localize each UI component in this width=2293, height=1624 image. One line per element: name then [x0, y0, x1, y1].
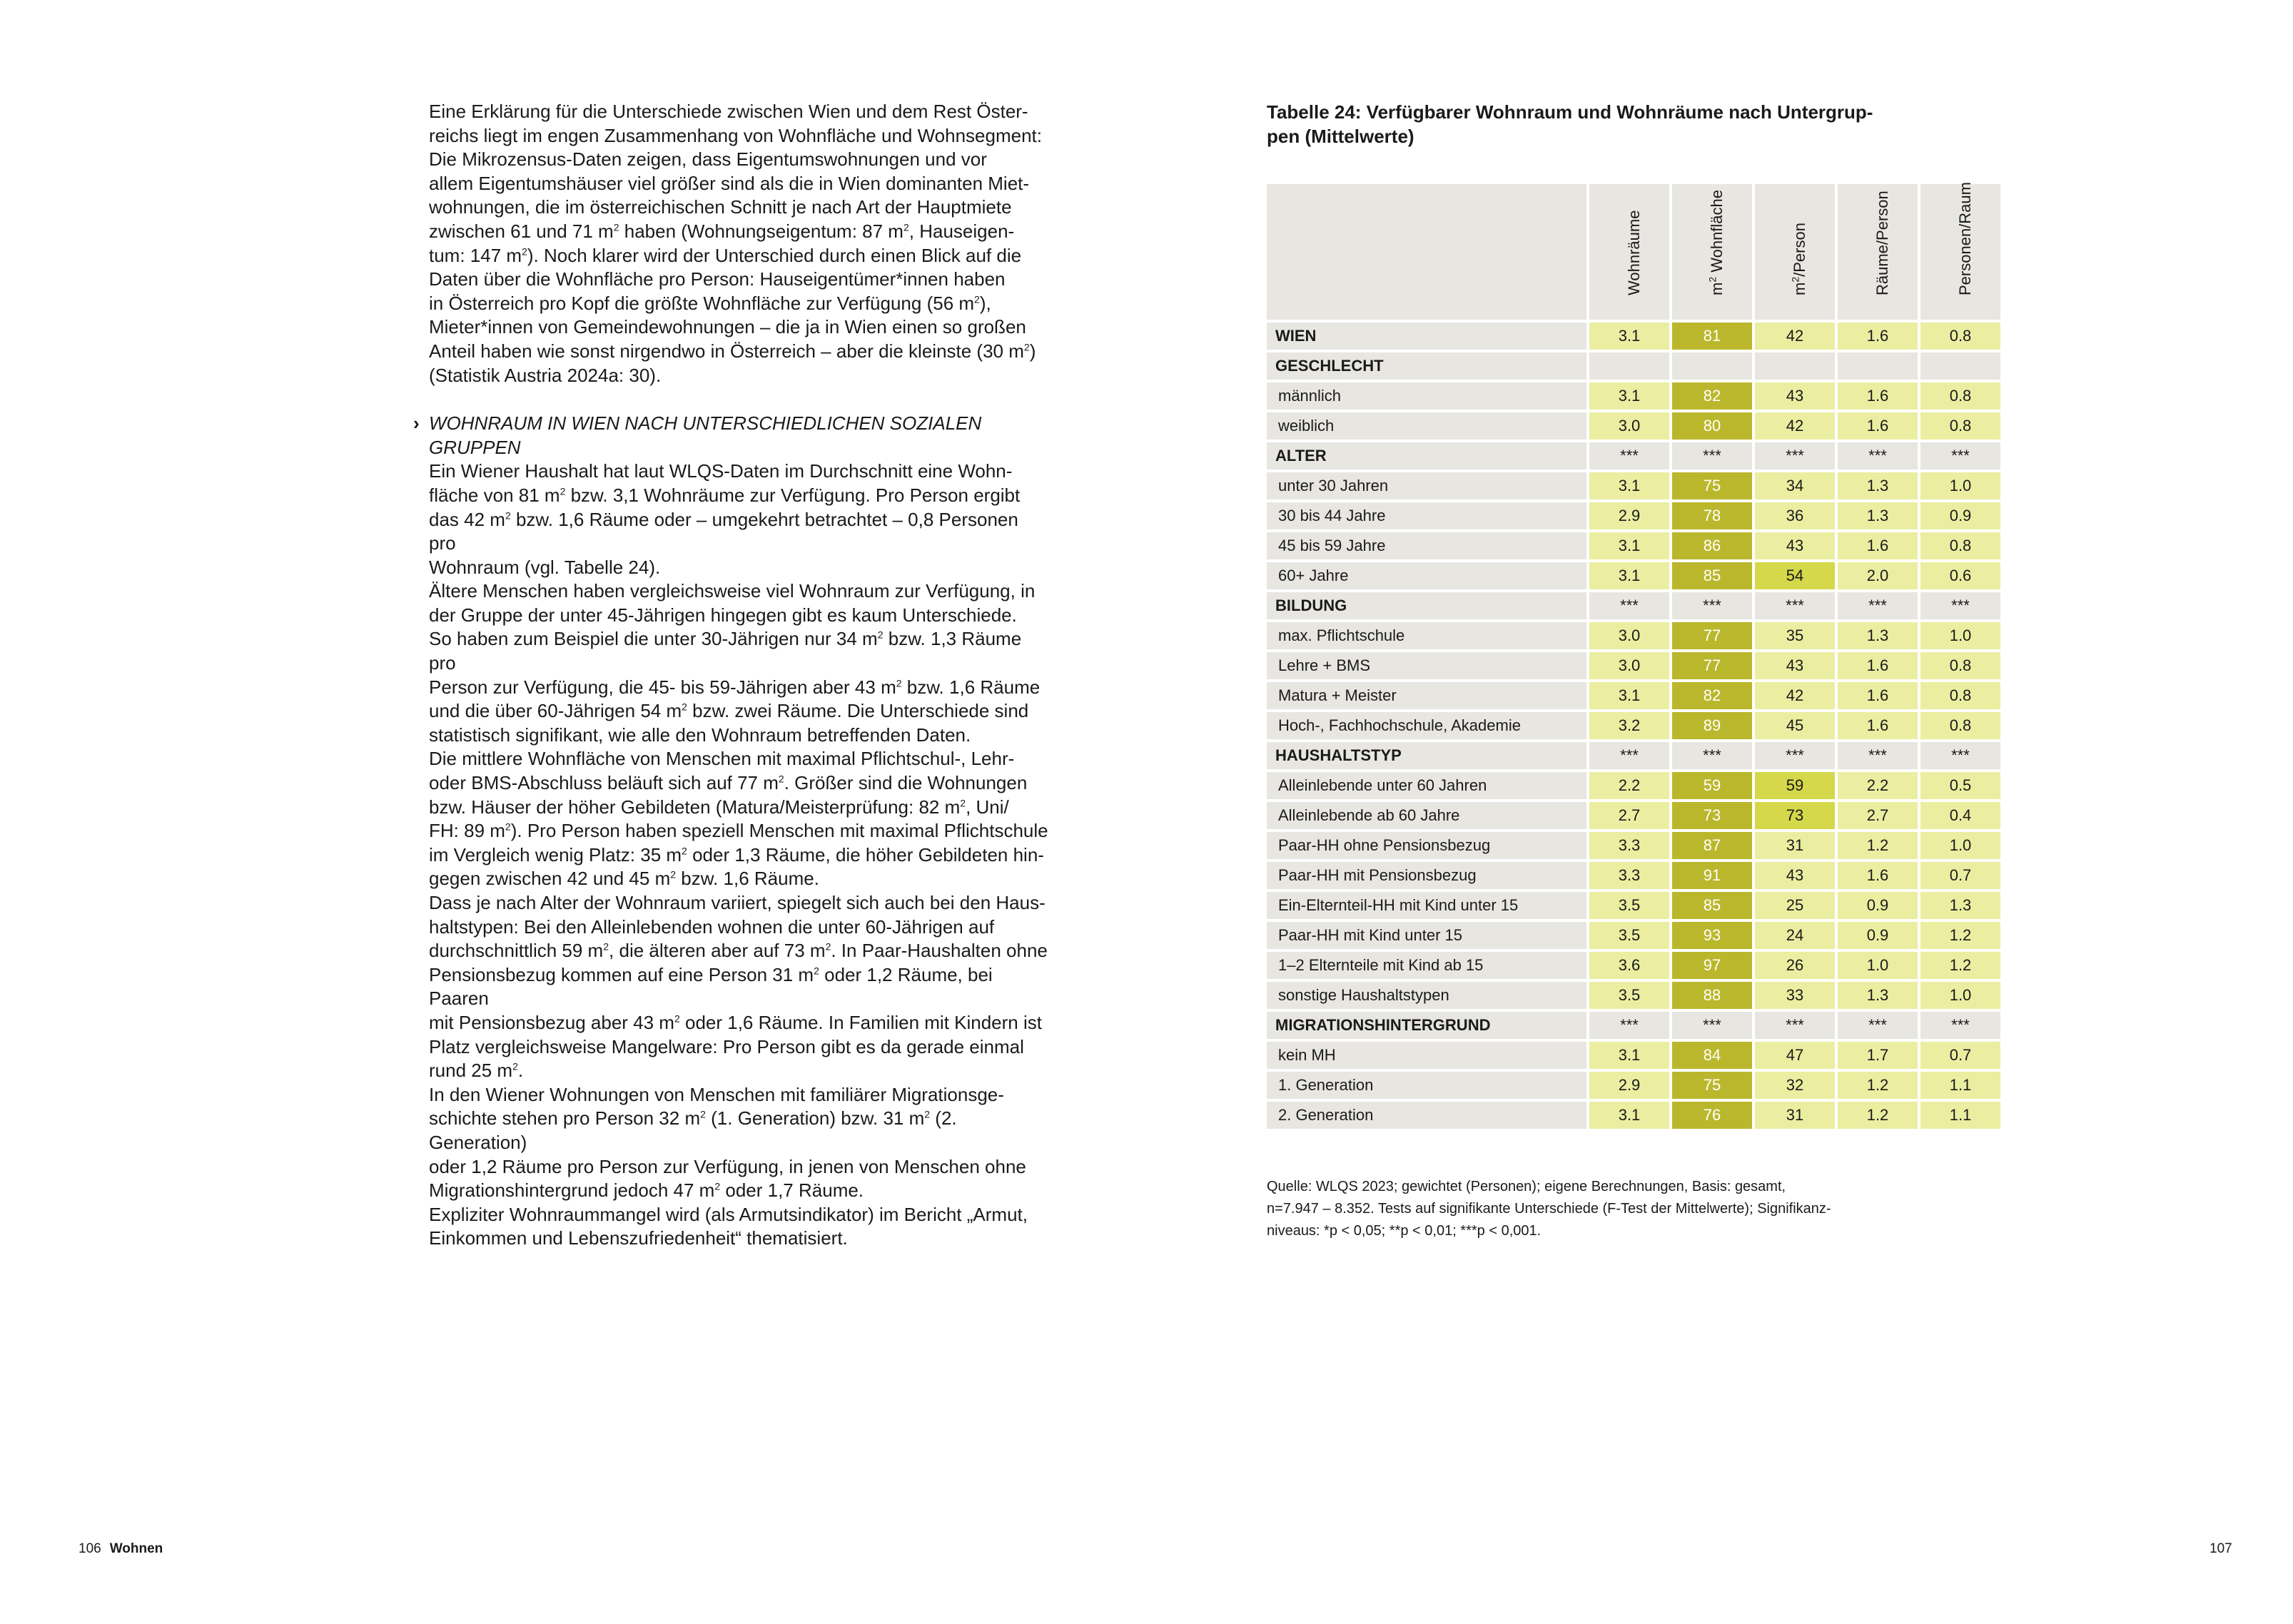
table-cell: 0.7: [1920, 1042, 2000, 1069]
table-cell: 89: [1672, 712, 1752, 739]
text-line: schichte stehen pro Person 32 $m^2$ (1. Generation) bzw. 31 $m^2$ (2. Generation): [429, 1107, 957, 1153]
text-line: Migrationshintergrund jedoch 47 $m^2$ oder 1,7 Räume.: [429, 1179, 864, 1202]
row-label: sonstige Haushaltstypen: [1267, 982, 1586, 1009]
table-cell: 0.9: [1920, 502, 2000, 529]
table-cell: 3.1: [1589, 1102, 1669, 1129]
row-label: 60+ Jahre: [1267, 562, 1586, 589]
table-cell: 0.4: [1920, 802, 2000, 829]
text-line: Wohnraum (vgl. Tabelle 24).: [429, 556, 661, 578]
table-cell: ***: [1589, 592, 1669, 619]
table-cell: 75: [1672, 1072, 1752, 1099]
table-cell: 85: [1672, 892, 1752, 919]
table-cell: 73: [1755, 802, 1835, 829]
table-row: [1267, 952, 2000, 979]
text-line: bzw. Häuser der höher Gebildeten (Matura/Meisterprüfung: 82 $m^2$, Uni/: [429, 796, 1009, 818]
table-cell: 43: [1755, 862, 1835, 889]
table-row: [1267, 382, 2000, 410]
table-cell: 3.5: [1589, 922, 1669, 949]
table-cell: 73: [1672, 802, 1752, 829]
text-line: fläche von 81 $m^2$ bzw. 3,1 Wohnräume zur Verfügung. Pro Person ergibt: [429, 484, 1021, 506]
text-line: Daten über die Wohnfläche pro Person: Hauseigentümer*innen haben: [429, 268, 1006, 290]
table-cell: 34: [1755, 472, 1835, 499]
text-line: in Österreich pro Kopf die größte Wohnfläche zur Verfügung (56 $m^2$),: [429, 292, 991, 314]
text-line: Anteil haben wie sonst nirgendwo in Österreich – aber die kleinste (30 $m^2$): [429, 340, 1036, 362]
data-table-container: [1267, 184, 2000, 1129]
paragraph: [429, 747, 1050, 891]
text-line: Die Mikrozensus-Daten zeigen, dass Eigentumswohnungen und vor: [429, 148, 987, 171]
text-line: Eine Erklärung für die Unterschiede zwischen Wien und dem Rest Öster-: [429, 101, 1028, 122]
table-row: [1267, 832, 2000, 859]
table-row: [1267, 682, 2000, 709]
text-line: allem Eigentumshäuser viel größer sind als die in Wien dominanten Miet-: [429, 172, 1030, 194]
table-cell: 3.2: [1589, 712, 1669, 739]
table-cell: ***: [1920, 592, 2000, 619]
table-cell: 0.7: [1920, 862, 2000, 889]
text-line: Die mittlere Wohnfläche von Menschen mit maximal Pflichtschul-, Lehr-: [429, 748, 1015, 770]
table-cell: 1.0: [1838, 952, 1918, 979]
table-cell: 31: [1755, 1102, 1835, 1129]
table-cell: ***: [1589, 1012, 1669, 1039]
table-cell: 47: [1755, 1042, 1835, 1069]
table-cell: ***: [1838, 742, 1918, 769]
table-cell: 1.0: [1920, 832, 2000, 859]
table-cell: 0.8: [1920, 652, 2000, 679]
intro-paragraph: [429, 100, 1050, 387]
table-cell: ***: [1672, 742, 1752, 769]
table-cell: 1.2: [1920, 922, 2000, 949]
text-line: Platz vergleichsweise Mangelware: Pro Person gibt es da gerade einmal: [429, 1035, 1024, 1057]
table-cell: 1.1: [1920, 1072, 2000, 1099]
chapter-title: Wohnen: [109, 1541, 163, 1556]
table-cell: 1.3: [1838, 502, 1918, 529]
section-heading: › WOHNRAUM IN WIEN NACH UNTERSCHIEDLICHEN SOZIALEN GRUPPEN: [413, 412, 982, 458]
data-table: [1264, 181, 2003, 1132]
row-label: weiblich: [1267, 412, 1586, 440]
row-label: ALTER: [1267, 442, 1586, 470]
chevron-right-icon: ›: [413, 412, 420, 435]
table-cell: 1.6: [1838, 682, 1918, 709]
table-cell: 3.1: [1589, 562, 1669, 589]
table-cell: ***: [1589, 442, 1669, 470]
table-cell: ***: [1920, 442, 2000, 470]
table-cell: 77: [1672, 622, 1752, 649]
section-body: [429, 460, 1050, 1251]
table-cell: [1589, 352, 1669, 380]
row-label: Alleinlebende ab 60 Jahre: [1267, 802, 1586, 829]
row-label: Paar-HH mit Kind unter 15: [1267, 922, 1586, 949]
text-line: So haben zum Beispiel die unter 30-Jährigen nur 34 $m^2$ bzw. 1,3 Räume pro: [429, 628, 1022, 674]
table-cell: ***: [1920, 1012, 2000, 1039]
table-row: [1267, 1042, 2000, 1069]
text-line: Expliziter Wohnraummangel wird (als Armutsindikator) im Bericht „Armut,: [429, 1203, 1028, 1225]
table-cell: 59: [1755, 772, 1835, 799]
table-cell: 1.3: [1920, 892, 2000, 919]
table-cell: 2.7: [1838, 802, 1918, 829]
table-cell: 91: [1672, 862, 1752, 889]
table-cell: 1.6: [1838, 652, 1918, 679]
table-cell: 78: [1672, 502, 1752, 529]
table-cell: [1838, 352, 1918, 380]
table-cell: 0.9: [1838, 922, 1918, 949]
text-line: Person zur Verfügung, die 45- bis 59-Jährigen aber 43 $m^2$ bzw. 1,6 Räume: [429, 676, 1041, 698]
table-row: [1267, 712, 2000, 739]
table-cell: 76: [1672, 1102, 1752, 1129]
text-line: der Gruppe der unter 45-Jährigen hingegen gibt es kaum Unterschiede.: [429, 604, 1017, 626]
table-cell: 3.3: [1589, 832, 1669, 859]
table-row: [1267, 652, 2000, 679]
table-cell: 0.8: [1920, 382, 2000, 410]
column-header: [1672, 184, 1752, 320]
table-cell: 1.6: [1838, 532, 1918, 559]
row-label: Alleinlebende unter 60 Jahren: [1267, 772, 1586, 799]
table-cell: 1.7: [1838, 1042, 1918, 1069]
table-cell: 2.9: [1589, 1072, 1669, 1099]
table-cell: 3.1: [1589, 323, 1669, 350]
table-cell: 1.6: [1838, 412, 1918, 440]
table-cell: 3.0: [1589, 412, 1669, 440]
table-row: [1267, 532, 2000, 559]
table-cell: 36: [1755, 502, 1835, 529]
text-line: im Vergleich wenig Platz: 35 $m^2$ oder 1,3 Räume, die höher Gebildeten hin-: [429, 843, 1044, 866]
column-header-label: Wohnräume: [1625, 210, 1643, 295]
table-cell: 93: [1672, 922, 1752, 949]
table-cell: 3.1: [1589, 682, 1669, 709]
row-label: Paar-HH ohne Pensionsbezug: [1267, 832, 1586, 859]
row-label: 30 bis 44 Jahre: [1267, 502, 1586, 529]
text-line: Ältere Menschen haben vergleichsweise viel Wohnraum zur Verfügung, in: [429, 580, 1036, 602]
table-cell: 84: [1672, 1042, 1752, 1069]
table-cell: 3.5: [1589, 982, 1669, 1009]
row-label: Ein-Elternteil-HH mit Kind unter 15: [1267, 892, 1586, 919]
table-cell: 54: [1755, 562, 1835, 589]
text-line: rund 25 $m^2$.: [429, 1060, 524, 1082]
table-cell: 45: [1755, 712, 1835, 739]
table-row: [1267, 352, 2000, 380]
row-label: 1. Generation: [1267, 1072, 1586, 1099]
table-cell: 3.0: [1589, 652, 1669, 679]
table-cell: ***: [1672, 1012, 1752, 1039]
table-cell: 1.2: [1920, 952, 2000, 979]
table-cell: 2.0: [1838, 562, 1918, 589]
column-header: [1589, 184, 1669, 320]
text-line: oder 1,2 Räume pro Person zur Verfügung, in jenen von Menschen ohne: [429, 1155, 1026, 1177]
table-row: [1267, 412, 2000, 440]
table-row: [1267, 592, 2000, 619]
row-label: 1–2 Elternteile mit Kind ab 15: [1267, 952, 1586, 979]
table-cell: 77: [1672, 652, 1752, 679]
column-header-label: $m^2$ Wohnfläche: [1706, 189, 1726, 295]
table-row: [1267, 1102, 2000, 1129]
table-row: [1267, 472, 2000, 499]
row-label: 45 bis 59 Jahre: [1267, 532, 1586, 559]
table-cell: ***: [1838, 592, 1918, 619]
table-cell: 24: [1755, 922, 1835, 949]
table-cell: 0.5: [1920, 772, 2000, 799]
row-label: kein MH: [1267, 1042, 1586, 1069]
table-cell: ***: [1672, 442, 1752, 470]
column-header-label: Räume/Person: [1873, 191, 1891, 295]
row-label: HAUSHALTSTYP: [1267, 742, 1586, 769]
table-cell: 82: [1672, 382, 1752, 410]
text-line: Ein Wiener Haushalt hat laut WLQS-Daten im Durchschnitt eine Wohn-: [429, 460, 1013, 482]
column-header: [1838, 184, 1918, 320]
text-line: Dass je nach Alter der Wohnraum variiert, spiegelt sich auch bei den Haus-: [429, 892, 1046, 913]
table-cell: 1.2: [1838, 832, 1918, 859]
body-text-column: [413, 100, 1050, 1251]
table-cell: 3.1: [1589, 532, 1669, 559]
table-cell: 86: [1672, 532, 1752, 559]
table-cell: ***: [1838, 1012, 1918, 1039]
table-row: [1267, 502, 2000, 529]
text-line: das 42 $m^2$ bzw. 1,6 Räume oder – umgekehrt betrachtet – 0,8 Personen pro: [429, 508, 1018, 554]
table-cell: ***: [1755, 1012, 1835, 1039]
table-cell: 85: [1672, 562, 1752, 589]
table-cell: 0.9: [1838, 892, 1918, 919]
text-line: gegen zwischen 42 und 45 $m^2$ bzw. 1,6 Räume.: [429, 868, 819, 890]
table-row: [1267, 323, 2000, 350]
table-row: [1267, 892, 2000, 919]
table-row: [1267, 982, 2000, 1009]
table-row: [1267, 922, 2000, 949]
text-line: In den Wiener Wohnungen von Menschen mit familiärer Migrationsge-: [429, 1083, 1004, 1105]
source-note: Quelle: WLQS 2023; gewichtet (Personen); eigene Berechnungen, Basis: gesamt, n=7.947 – 8.352. Tests auf signifikante Unterschiede (F-Test der Mittelwerte); Signifikanz- niveaus: *p < 0,05; **p < 0,01; ***p < 0,001.: [1267, 1179, 1831, 1239]
table-cell: 1.6: [1838, 323, 1918, 350]
table-cell: 1.2: [1838, 1072, 1918, 1099]
paragraph: [429, 891, 1050, 1083]
column-header-label: Personen/Raum: [1956, 182, 1974, 295]
paragraph: [429, 579, 1050, 747]
text-line: und die über 60-Jährigen 54 $m^2$ bzw. zwei Räume. Die Unterschiede sind: [429, 700, 1029, 722]
text-line: durchschnittlich 59 $m^2$, die älteren aber auf 73 $m^2$. In Paar-Haushalten ohne: [429, 940, 1048, 962]
table-cell: 25: [1755, 892, 1835, 919]
table-cell: 3.1: [1589, 472, 1669, 499]
table-row: [1267, 1012, 2000, 1039]
table-cell: 1.6: [1838, 862, 1918, 889]
text-line: zwischen 61 und 71 $m^2$ haben (Wohnungseigentum: 87 $m^2$, Hauseigen-: [429, 220, 1015, 242]
table-cell: 32: [1755, 1072, 1835, 1099]
page-number-right: 107: [2210, 1541, 2232, 1556]
table-cell: 3.6: [1589, 952, 1669, 979]
table-cell: 1.1: [1920, 1102, 2000, 1129]
table-cell: 2.9: [1589, 502, 1669, 529]
paragraph: [429, 1083, 1050, 1203]
table-cell: 59: [1672, 772, 1752, 799]
row-label: unter 30 Jahren: [1267, 472, 1586, 499]
table-row: [1267, 772, 2000, 799]
row-label: Matura + Meister: [1267, 682, 1586, 709]
table-row: [1267, 742, 2000, 769]
text-line: oder BMS-Abschluss beläuft sich auf 77 $m^2$. Größer sind die Wohnungen: [429, 772, 1028, 794]
table-cell: 87: [1672, 832, 1752, 859]
table-title: Tabelle 24: Verfügbarer Wohnraum und Wohnräume nach Untergrup- pen (Mittelwerte): [1267, 101, 1873, 147]
table-cell: 43: [1755, 382, 1835, 410]
table-cell: 1.6: [1838, 382, 1918, 410]
text-line: haltstypen: Bei den Alleinlebenden wohnen die unter 60-Jährigen auf: [429, 915, 995, 938]
table-cell: 1.0: [1920, 622, 2000, 649]
table-cell: [1672, 352, 1752, 380]
table-cell: 0.8: [1920, 712, 2000, 739]
table-cell: 1.3: [1838, 622, 1918, 649]
row-label: max. Pflichtschule: [1267, 622, 1586, 649]
table-row: [1267, 442, 2000, 470]
row-label: männlich: [1267, 382, 1586, 410]
table-cell: 0.8: [1920, 323, 2000, 350]
row-label: Hoch-, Fachhochschule, Akademie: [1267, 712, 1586, 739]
table-cell: [1755, 352, 1835, 380]
page-number: 106: [79, 1541, 101, 1556]
text-line: wohnungen, die im österreichischen Schnitt je nach Art der Hauptmiete: [429, 196, 1012, 218]
row-label: WIEN: [1267, 323, 1586, 350]
column-header: [1755, 184, 1835, 320]
table-row: [1267, 622, 2000, 649]
table-cell: 0.8: [1920, 682, 2000, 709]
table-cell: ***: [1838, 442, 1918, 470]
table-cell: 42: [1755, 682, 1835, 709]
row-label: 2. Generation: [1267, 1102, 1586, 1129]
row-label: GESCHLECHT: [1267, 352, 1586, 380]
text-line: tum: 147 $m^2$). Noch klarer wird der Unterschied durch einen Blick auf die: [429, 244, 1022, 266]
table-row: [1267, 802, 2000, 829]
table-row: [1267, 862, 2000, 889]
table-cell: ***: [1672, 592, 1752, 619]
table-cell: 97: [1672, 952, 1752, 979]
text-line: reichs liegt im engen Zusammenhang von Wohnfläche und Wohnsegment:: [429, 124, 1042, 146]
table-cell: 2.7: [1589, 802, 1669, 829]
table-cell: 42: [1755, 412, 1835, 440]
table-cell: 3.1: [1589, 1042, 1669, 1069]
table-cell: ***: [1755, 592, 1835, 619]
table-cell: 0.8: [1920, 412, 2000, 440]
table-cell: 1.0: [1920, 472, 2000, 499]
table-cell: 1.2: [1838, 1102, 1918, 1129]
text-line: Einkommen und Lebenszufriedenheit“ thematisiert.: [429, 1227, 848, 1249]
paragraph: [429, 460, 1050, 579]
text-line: mit Pensionsbezug aber 43 $m^2$ oder 1,6 Räume. In Familien mit Kindern ist: [429, 1011, 1042, 1033]
table-cell: ***: [1755, 742, 1835, 769]
column-header: [1920, 184, 2000, 320]
page-footer-left: [79, 1541, 163, 1557]
table-cell: 0.8: [1920, 532, 2000, 559]
table-cell: ***: [1589, 742, 1669, 769]
row-label: Lehre + BMS: [1267, 652, 1586, 679]
text-line: (Statistik Austria 2024a: 30).: [429, 364, 662, 386]
table-cell: ***: [1755, 442, 1835, 470]
table-cell: 1.0: [1920, 982, 2000, 1009]
table-cell: 3.3: [1589, 862, 1669, 889]
table-cell: ***: [1920, 742, 2000, 769]
table-cell: 3.5: [1589, 892, 1669, 919]
table-cell: 2.2: [1589, 772, 1669, 799]
table-cell: 88: [1672, 982, 1752, 1009]
table-cell: 1.6: [1838, 712, 1918, 739]
row-label: BILDUNG: [1267, 592, 1586, 619]
table-cell: 82: [1672, 682, 1752, 709]
table-cell: 33: [1755, 982, 1835, 1009]
paragraph: [429, 1203, 1050, 1251]
text-line: Pensionsbezug kommen auf eine Person 31 $m^2$ oder 1,2 Räume, bei Paaren: [429, 963, 993, 1010]
table-cell: 80: [1672, 412, 1752, 440]
table-cell: 26: [1755, 952, 1835, 979]
table-cell: 3.1: [1589, 382, 1669, 410]
table-cell: 2.2: [1838, 772, 1918, 799]
text-line: Mieter*innen von Gemeindewohnungen – die ja in Wien einen so großen: [429, 316, 1026, 338]
column-header-label: $m^2$/Person: [1789, 223, 1808, 295]
table-row: [1267, 1072, 2000, 1099]
table-row: [1267, 562, 2000, 589]
text-line: FH: 89 $m^2$). Pro Person haben speziell Menschen mit maximal Pflichtschule: [429, 820, 1048, 842]
table-cell: 43: [1755, 652, 1835, 679]
table-cell: 75: [1672, 472, 1752, 499]
table-cell: 42: [1755, 323, 1835, 350]
table-cell: 1.3: [1838, 472, 1918, 499]
table-cell: [1920, 352, 2000, 380]
row-label: MIGRATIONSHINTERGRUND: [1267, 1012, 1586, 1039]
table-cell: 35: [1755, 622, 1835, 649]
text-line: statistisch signifikant, wie alle den Wohnraum betreffenden Daten.: [429, 724, 971, 746]
table-header-empty: [1267, 184, 1586, 320]
table-header-row: [1267, 184, 2000, 320]
table-cell: 0.6: [1920, 562, 2000, 589]
table-cell: 31: [1755, 832, 1835, 859]
table-cell: 43: [1755, 532, 1835, 559]
row-label: Paar-HH mit Pensionsbezug: [1267, 862, 1586, 889]
table-cell: 3.0: [1589, 622, 1669, 649]
table-cell: 1.3: [1838, 982, 1918, 1009]
table-cell: 81: [1672, 323, 1752, 350]
